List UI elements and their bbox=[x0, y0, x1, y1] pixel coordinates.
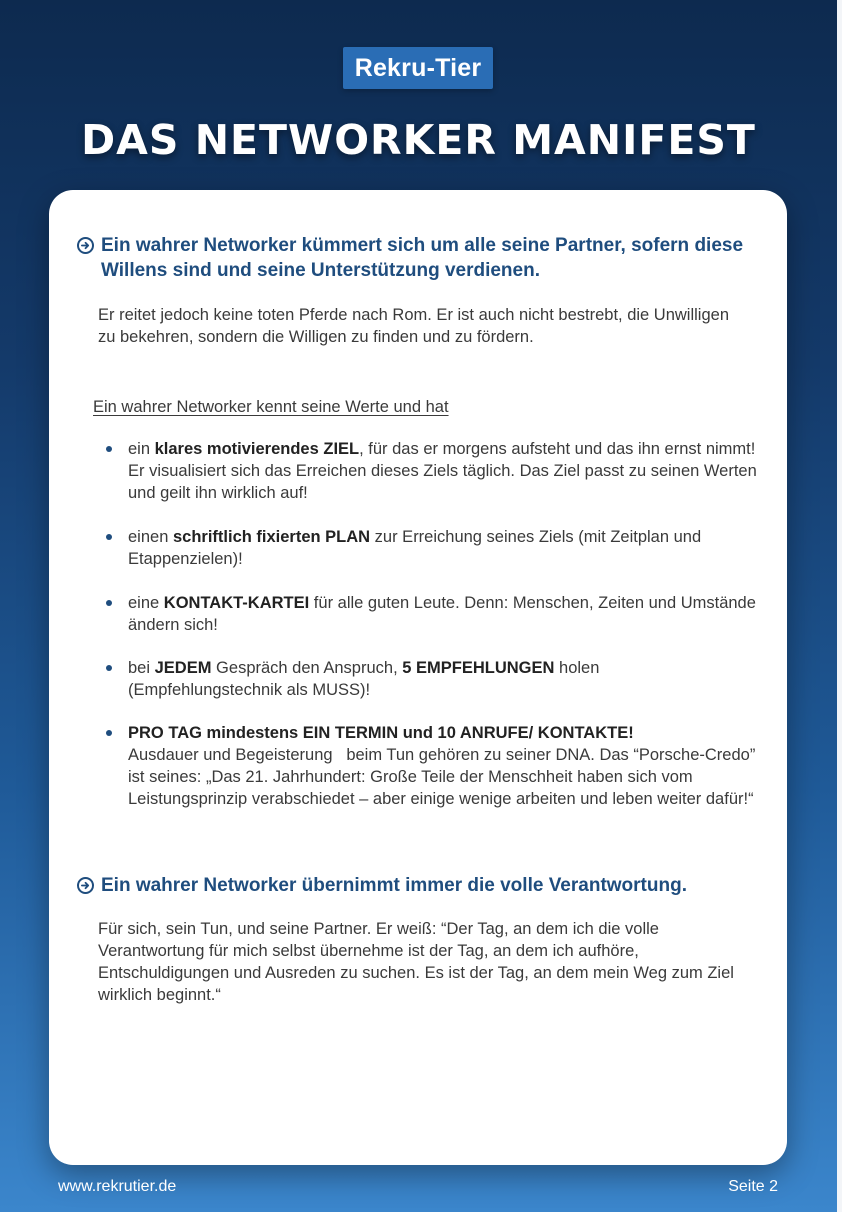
brand-logo: Rekru-Tier bbox=[343, 47, 493, 89]
list-item bbox=[103, 657, 758, 701]
section-paragraph-partners: Er reitet jedoch keine toten Pferde nach Rom. Er ist auch nicht bestrebt, die Unwilligen zu bekehren, sondern die Willigen zu finden und zu fördern. bbox=[98, 306, 729, 346]
page-edge bbox=[837, 0, 842, 1212]
content-card bbox=[49, 190, 787, 1165]
item-text: ein bbox=[128, 440, 155, 458]
item-text: , für das er morgens aufsteht und das ihn ernst nimmt! Er visualisiert sich das Erreichen dieses Ziels täglich. Das Ziel passt zu seinen Werten und geilt ihn wirklich auf! bbox=[128, 440, 757, 502]
bullet-dot-icon bbox=[106, 730, 112, 736]
section-heading-responsibility bbox=[77, 873, 767, 898]
item-text: Ausdauer und Begeisterung beim Tun gehören zu seiner DNA. Das “Porsche-Credo” ist seines: „Das 21. Jahrhundert: Große Teile der Menschheit haben sich vom Leistungsprinzip verabschiedet – aber einige wenige arbeiten und leben weiter dafür!“ bbox=[128, 746, 760, 808]
arrow-circle-icon bbox=[77, 237, 94, 254]
item-text: Gespräch den Anspruch, bbox=[211, 659, 403, 677]
item-highlight: KONTAKT-KARTEI bbox=[163, 594, 310, 612]
page-title: DAS NETWORKER MANIFEST bbox=[81, 116, 756, 164]
item-text: zur Erreichung seines Ziels (mit Zeitplan und Etappenzielen)! bbox=[128, 528, 702, 568]
bullet-dot-icon bbox=[106, 446, 112, 452]
bullet-dot-icon bbox=[106, 534, 112, 540]
footer-website-link[interactable]: www.rekrutier.de bbox=[58, 1178, 177, 1195]
list-item bbox=[103, 526, 758, 570]
page-number: Seite 2 bbox=[728, 1178, 778, 1195]
item-highlight: 5 EMPFEHLUNGEN bbox=[402, 659, 555, 677]
item-highlight: JEDEM bbox=[154, 659, 212, 677]
bullet-dot-icon bbox=[106, 600, 112, 606]
item-text: für alle guten Leute. Denn: Menschen, Zeiten und Umstände ändern sich! bbox=[128, 594, 756, 634]
section-heading-text: Ein wahrer Networker übernimmt immer die volle Verantwortung. bbox=[101, 875, 687, 896]
item-highlight: schriftlich fixierten PLAN bbox=[172, 528, 371, 546]
item-text: bei bbox=[128, 659, 155, 677]
item-highlight: PRO TAG mindestens EIN TERMIN und 10 ANRUFE/ KONTAKTE! bbox=[128, 724, 634, 742]
bullet-dot-icon bbox=[106, 665, 112, 671]
list-item bbox=[103, 438, 758, 504]
list-item bbox=[103, 722, 758, 810]
section-heading-partners bbox=[77, 233, 757, 283]
list-item bbox=[103, 592, 758, 636]
section-heading-text: Ein wahrer Networker kümmert sich um alle seine Partner, sofern diese Willens sind und seine Unterstützung verdienen. bbox=[101, 235, 744, 281]
item-text: einen bbox=[128, 528, 173, 546]
values-intro: Ein wahrer Networker kennt seine Werte und hat bbox=[93, 398, 449, 416]
item-highlight: klares motivierendes ZIEL bbox=[154, 440, 360, 458]
section-paragraph-responsibility: Für sich, sein Tun, und seine Partner. Er weiß: “Der Tag, an dem ich die volle Verantwortung für mich selbst übernehme ist der Tag, an dem ich aufhöre, Entschuldigungen und Ausreden zu suchen. Es ist der Tag, an dem mein Weg zum Ziel wirklich beginnt.“ bbox=[98, 920, 734, 1004]
item-text: eine bbox=[128, 594, 164, 612]
arrow-circle-icon bbox=[77, 877, 94, 894]
item-text: holen (Empfehlungstechnik als MUSS)! bbox=[128, 659, 600, 699]
